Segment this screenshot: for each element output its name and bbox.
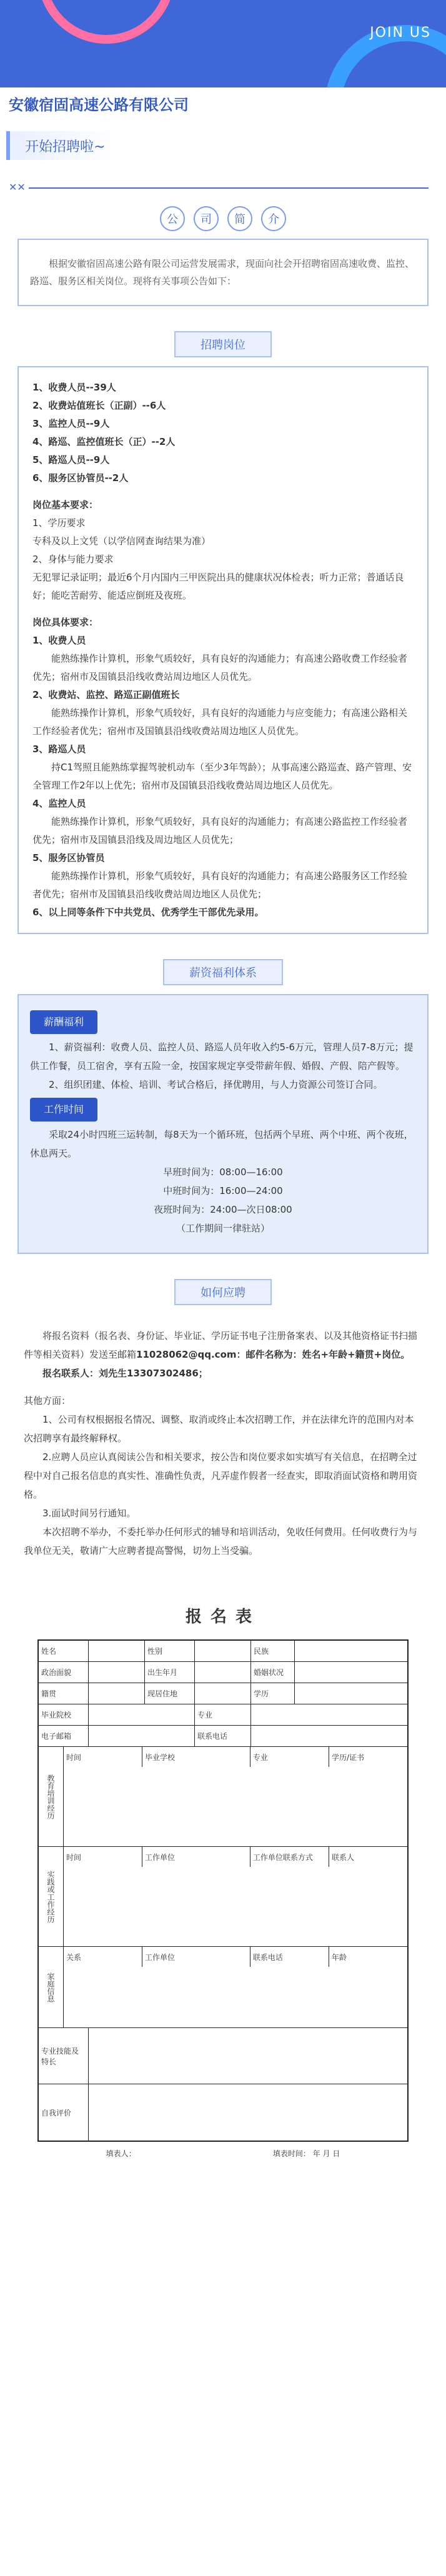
header xyxy=(0,0,446,193)
family-label: 家庭信息 xyxy=(39,1947,64,2027)
col-header: 工作单位联系方式 xyxy=(250,1847,329,1867)
position-item: 4、路巡、监控值班长（正）--2人 xyxy=(32,436,176,447)
positions-box xyxy=(17,366,429,934)
intro-section xyxy=(17,206,429,306)
form-label: 姓名 xyxy=(39,1641,89,1661)
title-char: 介 xyxy=(261,206,286,231)
title-char: 司 xyxy=(194,206,219,231)
form-field[interactable] xyxy=(251,1726,407,1746)
section-label-text: 招聘岗位 xyxy=(174,331,272,357)
col-header: 关系 xyxy=(64,1947,142,1967)
work-header xyxy=(64,1847,407,1867)
basic-title: 岗位基本要求： xyxy=(32,499,99,510)
form-label: 专业 xyxy=(195,1704,251,1725)
cross-icons: ✕✕ xyxy=(9,181,26,193)
specific-item-text: 能熟练操作计算机，形象气质较好，具有良好的沟通能力与应变能力；有高速公路相关工作经验者优先；宿州市及国镇县沿线收费站周边地区人员优先。 xyxy=(32,707,408,737)
form-label: 政治面貌 xyxy=(39,1662,89,1683)
other-item: 本次招聘不举办，不委托举办任何形式的辅导和培训活动，免收任何费用。任何收费行为与我单位无关，敬请广大应聘者提高警惕，切勿上当受骗。 xyxy=(24,1526,418,1556)
start-text: 开始招聘啦~ xyxy=(25,139,106,155)
col-header: 联系人 xyxy=(331,1852,354,1862)
basic-item: 专科及以上文凭（以学信网查询结果为准） xyxy=(32,535,211,547)
self-row xyxy=(39,2084,407,2141)
education-section xyxy=(39,1747,407,1847)
join-us-text: JOIN US xyxy=(370,25,431,41)
skill-row xyxy=(39,2028,407,2084)
form-label: 电子邮箱 xyxy=(39,1726,89,1746)
col-header: 工作单位 xyxy=(142,1947,250,1967)
apply-text-main: 将报名资料（报名表、身份证、毕业证、学历证书电子注册备案表、以及其他资格证书扫描件等相关资料）发送至邮箱 xyxy=(24,1330,418,1360)
form-field[interactable] xyxy=(195,1641,251,1661)
form-field[interactable] xyxy=(89,1683,145,1704)
col-header: 联系电话 xyxy=(250,1947,329,1967)
family-section xyxy=(39,1947,407,2028)
form-label: 联系电话 xyxy=(195,1726,251,1746)
section-label-text: 薪资福利体系 xyxy=(163,959,283,985)
footer-space xyxy=(0,2165,446,2184)
basic-item: 1、学历要求 xyxy=(32,517,86,529)
pink-circle-decoration xyxy=(37,0,175,44)
form-label: 毕业院校 xyxy=(39,1704,89,1725)
form-field[interactable] xyxy=(195,1662,251,1683)
form-field[interactable] xyxy=(295,1662,407,1683)
apply-text xyxy=(24,1326,422,1364)
shift-time: 夜班时间为：24:00—次日08:00 xyxy=(154,1204,292,1215)
position-item: 6、服务区协管员--2人 xyxy=(32,472,129,484)
col-header: 学历/证书 xyxy=(331,1753,364,1762)
apply-box xyxy=(17,1314,429,1573)
salary-text: 1、薪资福利：收费人员、监控人员、路巡人员年收入约5-6万元，管理人员7-8万元；提供工作餐，员工宿舍，享有五险一金，按国家规定享受带薪年假、婚假、产假、陪产假等。 xyxy=(30,1042,414,1072)
salary-box xyxy=(17,994,429,1254)
title-char: 简 xyxy=(227,206,252,231)
specific-item-title: 1、收费人员 xyxy=(32,635,86,646)
col-header: 专业 xyxy=(250,1747,329,1767)
form-label: 学历 xyxy=(251,1683,295,1704)
specific-item-text: 能熟练操作计算机，形象气质较好，具有良好的沟通能力；有高速公路监控工作经验者优先；宿州市及国镇县沿线及周边地区人员优先； xyxy=(32,816,408,845)
education-header xyxy=(64,1747,407,1767)
salary-text: 2、组织团建、体检、培训、考试合格后，择优聘用，与人力资源公司签订合同。 xyxy=(49,1079,383,1090)
registration-form xyxy=(37,1639,409,2142)
shift-time: 早班时间为：08:00—16:00 xyxy=(163,1166,283,1178)
position-item: 5、路巡人员--9人 xyxy=(32,454,110,465)
form-row xyxy=(39,1704,407,1726)
self-field[interactable] xyxy=(89,2084,407,2141)
salary-pill: 薪酬福利 xyxy=(30,1010,97,1034)
col-header: 毕业学校 xyxy=(142,1747,250,1767)
position-item: 3、监控人员--9人 xyxy=(32,418,110,429)
photo-area[interactable] xyxy=(295,1641,407,1661)
form-row xyxy=(39,1726,407,1747)
worktime-text: 采取24小时四班三运转制，每8天为一个循环班，包括两个早班、两个中班、两个夜班，休息两天。 xyxy=(30,1129,414,1159)
other-item: 2.应聘人员应认真阅读公告和相关要求，按公告和岗位要求如实填写有关信息，在招聘全过程中对自己报名信息的真实性、准确性负责，凡弄虚作假者一经查实，即取消面试资格和聘用资格。 xyxy=(24,1451,418,1500)
family-header xyxy=(64,1947,407,1967)
other-item: 1、公司有权根据报名情况、调整、取消或终止本次招聘工作，并在法律允许的范围内对本次招聘享有最终解释权。 xyxy=(24,1414,414,1444)
form-label: 民族 xyxy=(251,1641,295,1661)
specific-item-text: 持C1驾照且能熟练掌握驾驶机动车（至少3年驾龄）；从事高速公路巡查、路产管理、安全管理工作2年以上优先；宿州市及国镇县沿线收费站周边地区人员优先。 xyxy=(32,762,412,791)
form-row xyxy=(39,1662,407,1683)
form-field[interactable] xyxy=(295,1683,407,1704)
col-header: 时间 xyxy=(64,1847,142,1867)
form-label: 出生年月 xyxy=(145,1662,195,1683)
form-field[interactable] xyxy=(89,1662,145,1683)
header-band xyxy=(0,0,446,87)
divider-line xyxy=(29,187,429,189)
apply-contact: 报名联系人：刘先生13307302486； xyxy=(42,1368,208,1379)
shift-note: （工作期间一律驻站） xyxy=(176,1223,270,1234)
self-label: 自我评价 xyxy=(39,2084,89,2141)
company-name: 安徽宿固高速公路有限公司 xyxy=(9,96,189,114)
form-row xyxy=(39,1641,407,1662)
other-item: 3.面试时间另行通知。 xyxy=(42,1508,136,1519)
education-label: 教育培训经历 xyxy=(39,1747,64,1846)
specific-item-text: 能熟练操作计算机，形象气质较好，具有良好的沟通能力；有高速公路服务区工作经验者优先；宿州市及国镇县沿线收费站周边地区人员优先； xyxy=(32,870,408,900)
form-field[interactable] xyxy=(251,1704,407,1725)
work-label: 实践或工作经历 xyxy=(39,1847,64,1946)
form-label: 性别 xyxy=(145,1641,195,1661)
form-field[interactable] xyxy=(89,1704,195,1725)
intro-text: 根据安徽宿固高速公路有限公司运营发展需求，现面向社会开招聘宿固高速收费、监控、路巡、服务区相关岗位。现将有关事项公告如下： xyxy=(17,239,429,306)
col-header: 年龄 xyxy=(331,1952,347,1962)
form-field[interactable] xyxy=(89,1726,195,1746)
form-title: 报名表 xyxy=(185,1608,260,1626)
position-item: 2、收费站值班长（正副）--6人 xyxy=(32,400,166,411)
skill-field[interactable] xyxy=(89,2028,407,2084)
last-note: 6、以上同等条件下中共党员、优秀学生干部优先录用。 xyxy=(32,907,264,918)
worktime-pill: 工作时间 xyxy=(30,1098,97,1121)
specific-title: 岗位具体要求： xyxy=(32,617,99,628)
signature-row xyxy=(37,2142,409,2165)
positions-label xyxy=(0,331,446,357)
date-label: 填表时间： 年 月 日 xyxy=(272,2149,340,2158)
family-table xyxy=(64,1947,407,2027)
col-header: 工作单位 xyxy=(142,1847,250,1867)
work-section xyxy=(39,1847,407,1947)
shift-time: 中班时间为：16:00—24:00 xyxy=(163,1185,283,1196)
specific-item-text: 能熟练操作计算机，形象气质较好，具有良好的沟通能力；有高速公路收费工作经验者优先；宿州市及国镇县沿线收费站周边地区人员优先。 xyxy=(32,653,408,682)
intro-title xyxy=(17,206,429,231)
specific-item-title: 4、监控人员 xyxy=(32,798,86,809)
salary-label xyxy=(0,959,446,985)
apply-email[interactable]: 11028062@qq.com：邮件名称为：姓名+年龄+籍贯+岗位。 xyxy=(136,1349,410,1360)
other-title: 其他方面： xyxy=(24,1395,71,1406)
skill-label: 专业技能及特长 xyxy=(39,2028,89,2084)
work-table xyxy=(64,1847,407,1946)
form-label: 婚姻状况 xyxy=(251,1662,295,1683)
specific-item-title: 3、路巡人员 xyxy=(32,743,86,755)
col-header: 时间 xyxy=(64,1747,142,1767)
education-table xyxy=(64,1747,407,1846)
basic-item: 无犯罪记录证明；最近6个月内国内三甲医院出具的健康状况体检表；听力正常；普通话良好；能吃苦耐劳、能适应倒班及夜班。 xyxy=(32,572,404,601)
position-item: 1、收费人员--39人 xyxy=(32,382,116,393)
form-field[interactable] xyxy=(195,1683,251,1704)
section-label-text: 如何应聘 xyxy=(174,1279,272,1305)
form-field[interactable] xyxy=(89,1641,145,1661)
form-label: 现居住地 xyxy=(145,1683,195,1704)
filler-label: 填表人： xyxy=(106,2149,136,2158)
form-row xyxy=(39,1683,407,1704)
basic-item: 2、身体与能力要求 xyxy=(32,554,114,565)
specific-item-title: 5、服务区协管员 xyxy=(32,852,105,863)
apply-label xyxy=(0,1279,446,1305)
specific-item-title: 2、收费站、监控、路巡正副值班长 xyxy=(32,689,180,700)
title-char: 公 xyxy=(160,206,185,231)
form-label: 籍贯 xyxy=(39,1683,89,1704)
